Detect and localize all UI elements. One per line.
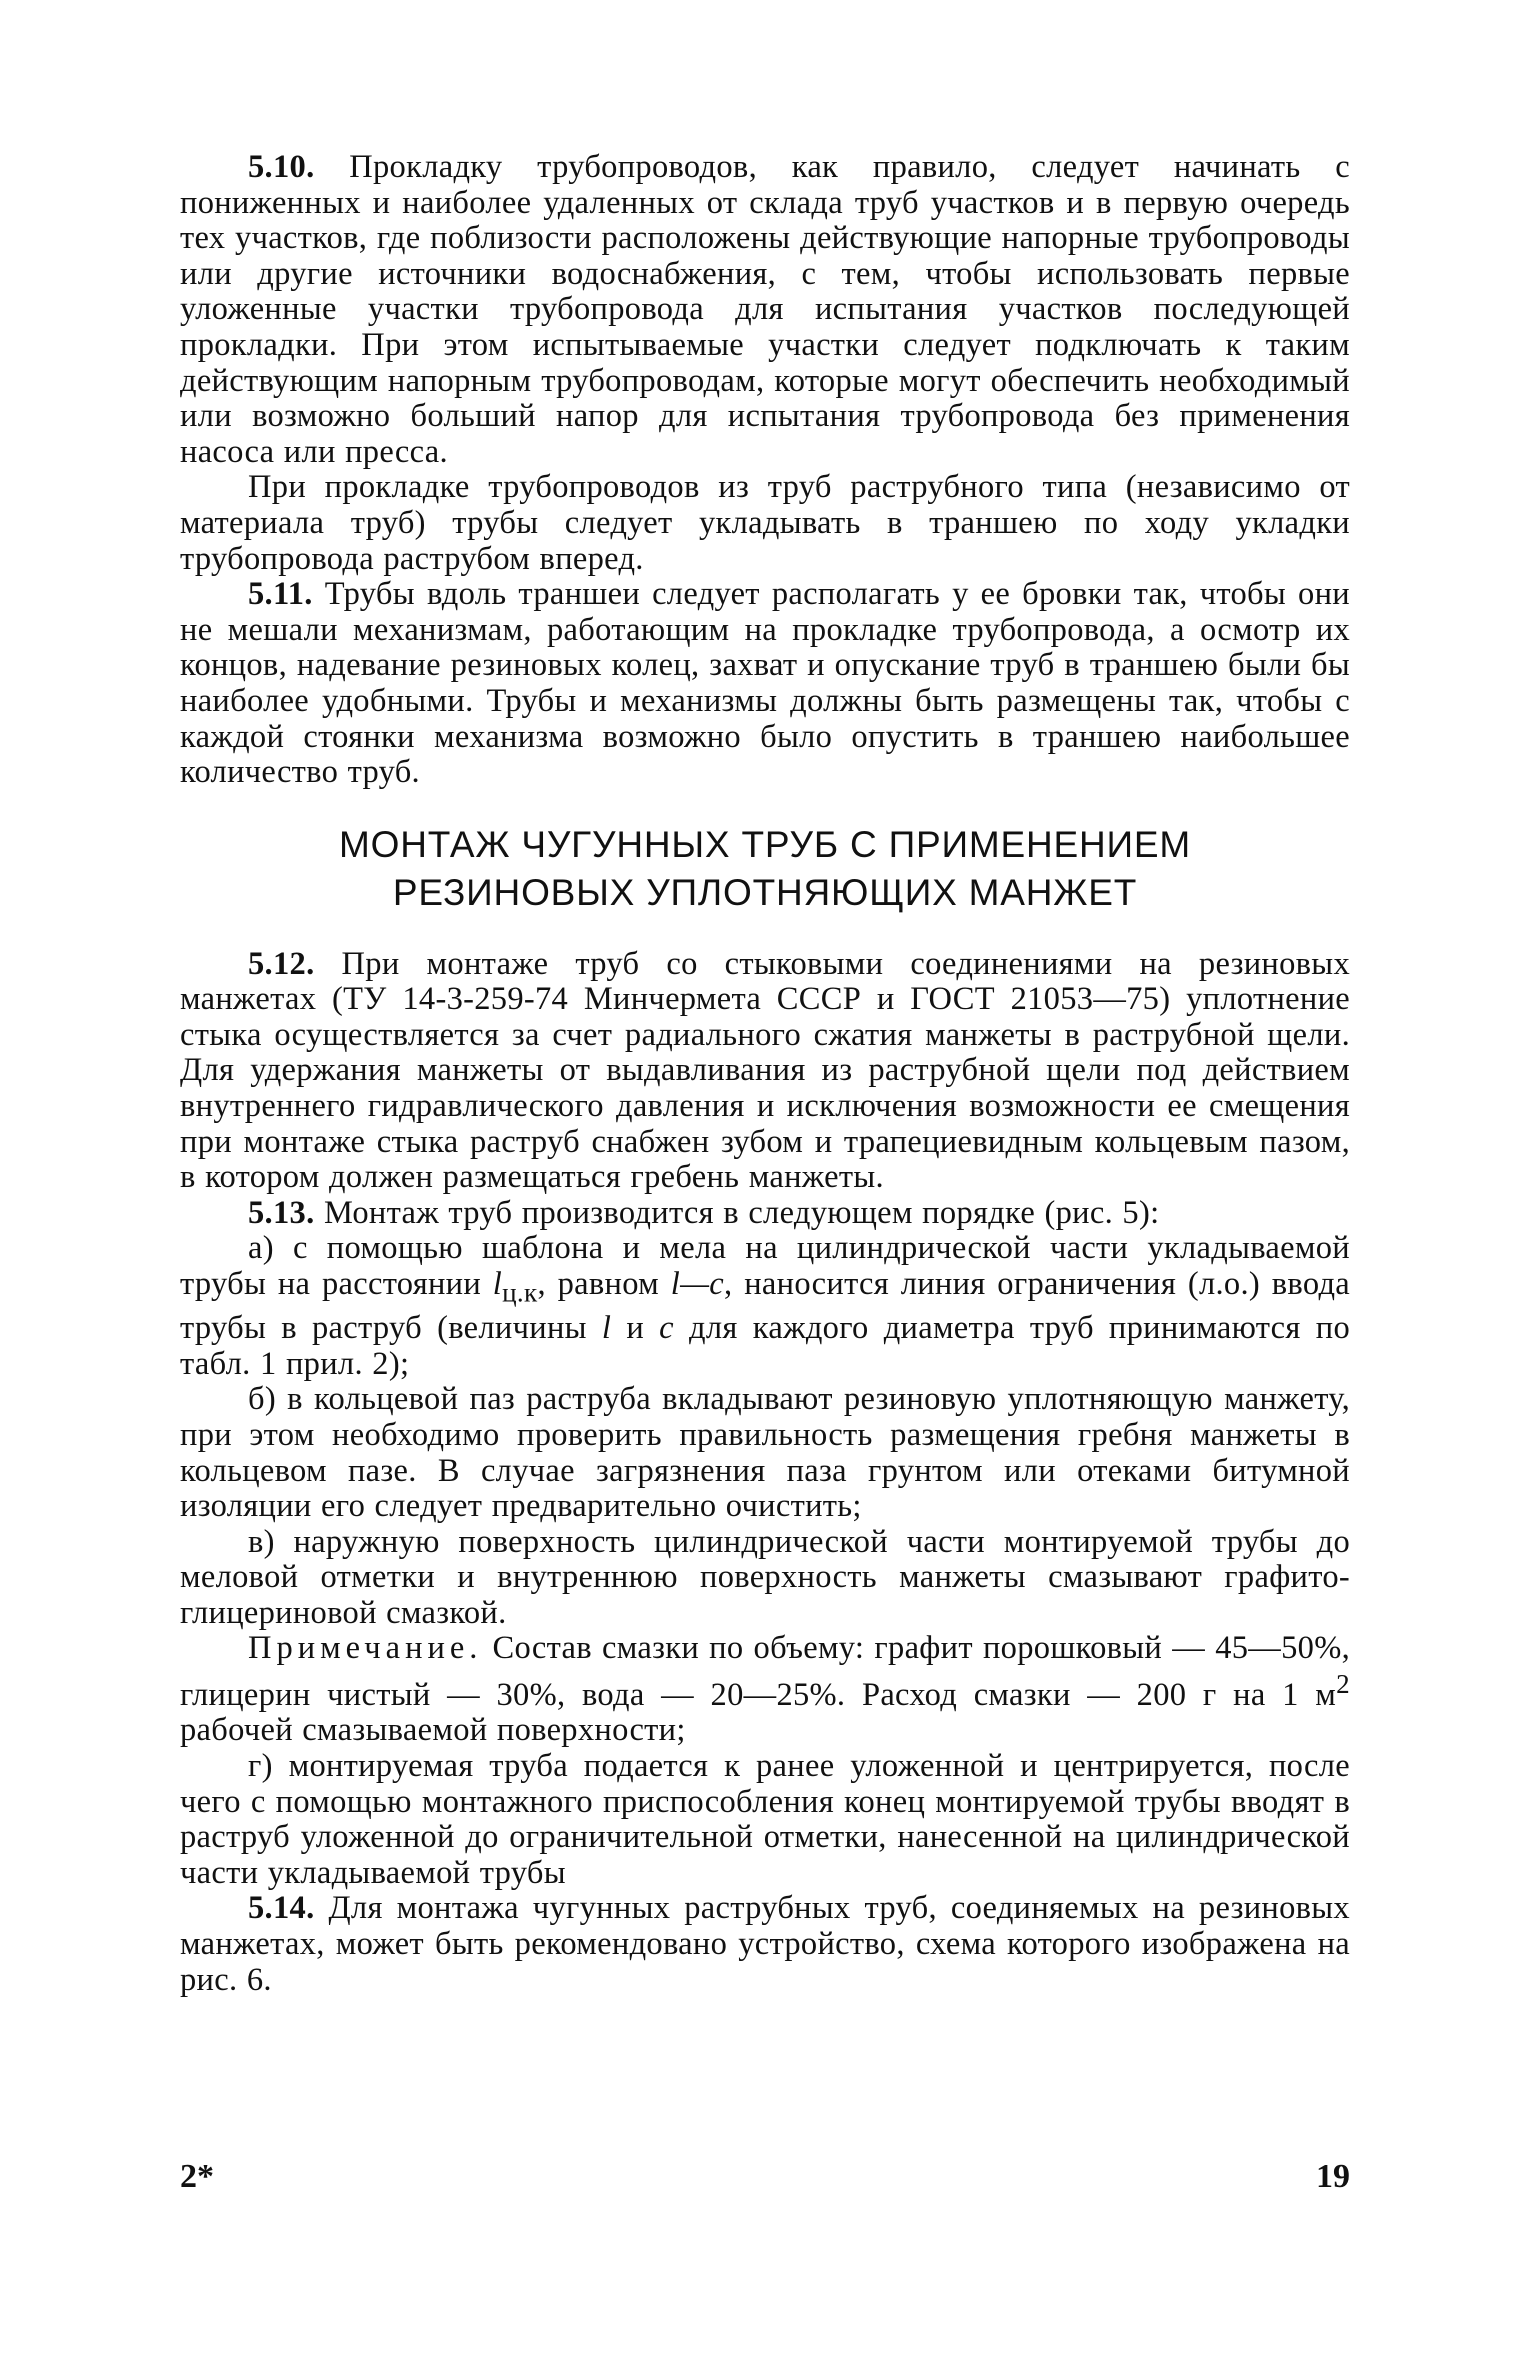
- math-subscript: ц.к: [502, 1277, 538, 1308]
- list-item-g: г) монтируемая труба подается к ранее уложенной и центрируется, после чего с помощью монтажного приспособления конец монтируемой трубы вводят в раструб уложенной до ограничительной отметки, нанесенной на цилиндрической части укладываемой трубы: [180, 1748, 1350, 1891]
- heading-line-2: РЕЗИНОВЫХ УПЛОТНЯЮЩИХ МАНЖЕТ: [392, 871, 1138, 913]
- paragraph-text: Трубы вдоль траншеи следует располагать у ее бровки так, чтобы они не мешали механизмам, работающим на прокладке трубопровода, а осмотр их концов, надевание резиновых колец, захват и опускание труб в траншею были бы наиболее удобными. Трубы и механизмы должны быть размещены так, чтобы с каждой стоянки механизма возможно было опустить в траншею наибольшее количество труб.: [180, 576, 1350, 791]
- paragraph-5-12: [180, 947, 1350, 1196]
- math-symbol: l: [492, 1266, 503, 1303]
- list-item-a: [180, 1231, 1350, 1382]
- signature-mark: 2*: [180, 2158, 214, 2195]
- page-footer: [180, 2158, 1350, 2202]
- item-text: и: [611, 1310, 660, 1347]
- math-symbol: c: [659, 1310, 674, 1347]
- paragraph-5-13: [180, 1196, 1350, 1232]
- heading-line-1: МОНТАЖ ЧУГУННЫХ ТРУБ С ПРИМЕНЕНИЕМ: [339, 823, 1191, 865]
- paragraph-text: Для монтажа чугунных раструбных труб, соединяемых на резиновых манжетах, может быть рекомендовано устройство, схема которого изображена на рис. 6.: [180, 1890, 1350, 1998]
- paragraph-5-14: [180, 1891, 1350, 1998]
- note-text: рабочей смазываемой поверхности;: [180, 1712, 686, 1749]
- item-text: , равном: [537, 1266, 671, 1303]
- paragraph-text: Монтаж труб производится в следующем порядке (рис. 5):: [323, 1194, 1160, 1231]
- paragraph-text: При монтаже труб со стыковыми соединениями на резиновых манжетах (ТУ 14-3-259-74 Минчермета СССР и ГОСТ 21053—75) уплотнение стыка осуществляется за счет радиального сжатия манжеты в раструбной щели. Для удержания манжеты от выдавливания из раструбной щели под действием внутреннего гидравлического давления и исключения возможности ее смещения при монтаже стыка раструб снабжен зубом и трапециевидным кольцевым пазом, в котором должен размещаться гребень манжеты.: [180, 945, 1350, 1196]
- item-text: , наносится линия ограничения (л.о.) ввода трубы в раструб (величины: [180, 1266, 1350, 1347]
- math-expression: l—c: [670, 1266, 725, 1303]
- paragraph-5-10: [180, 150, 1350, 470]
- section-number: 5.13.: [248, 1194, 315, 1231]
- section-number: 5.12.: [248, 945, 315, 982]
- page-number: 19: [1316, 2158, 1350, 2195]
- paragraph-text: Прокладку трубопроводов, как правило, следует начинать с пониженных и наиболее удаленных от склада труб участков и в первую очередь тех участков, где поблизости расположены действующие напорные трубопроводы или другие источники водоснабжения, с тем, чтобы использовать первые уложенные участки трубопровода для испытания участков последующей прокладки. При этом испытываемые участки следует подключать к таким действующим напорным трубопроводам, которые могут обеспечить необходимый или возможно больший напор для испытания трубопровода без применения насоса или пресса.: [180, 149, 1350, 470]
- item-text: для каждого диаметра труб принимаются по табл. 1 прил. 2);: [180, 1310, 1350, 1382]
- superscript: 2: [1336, 1669, 1350, 1700]
- paragraph-5-11: [180, 577, 1350, 791]
- section-number: 5.10.: [248, 149, 315, 185]
- list-item-v: в) наружную поверхность цилиндрической части монтируемой трубы до меловой отметки и внутреннюю поверхность манжеты смазывают графито-глицериновой смазкой.: [180, 1523, 1350, 1631]
- item-text: а) с помощью шаблона и мела на цилиндрической части укладываемой трубы на расстоянии: [180, 1230, 1350, 1303]
- section-number: 5.14.: [248, 1890, 315, 1927]
- section-number: 5.11.: [248, 576, 313, 613]
- document-page: [180, 150, 1350, 1998]
- note-label: Примечание.: [248, 1630, 483, 1667]
- note-text: Состав смазки по объему: графит порошковый — 45—50%, глицерин чистый — 30%, вода — 20—25%. Расход смазки — 200 г на 1 м: [180, 1630, 1350, 1713]
- math-symbol: l: [601, 1310, 612, 1347]
- section-heading: [180, 821, 1350, 917]
- paragraph-5-10-continued: При прокладке трубопроводов из труб раструбного типа (независимо от материала труб) трубы следует укладывать в траншею по ходу укладки трубопровода раструбом вперед.: [180, 469, 1350, 577]
- list-item-b: б) в кольцевой паз раструба вкладывают резиновую уплотняющую манжету, при этом необходимо проверить правильность размещения гребня манжеты в кольцевом пазе. В случае загрязнения паза грунтом или отеками битумной изоляции его следует предварительно очистить;: [180, 1381, 1350, 1525]
- note: [180, 1631, 1350, 1749]
